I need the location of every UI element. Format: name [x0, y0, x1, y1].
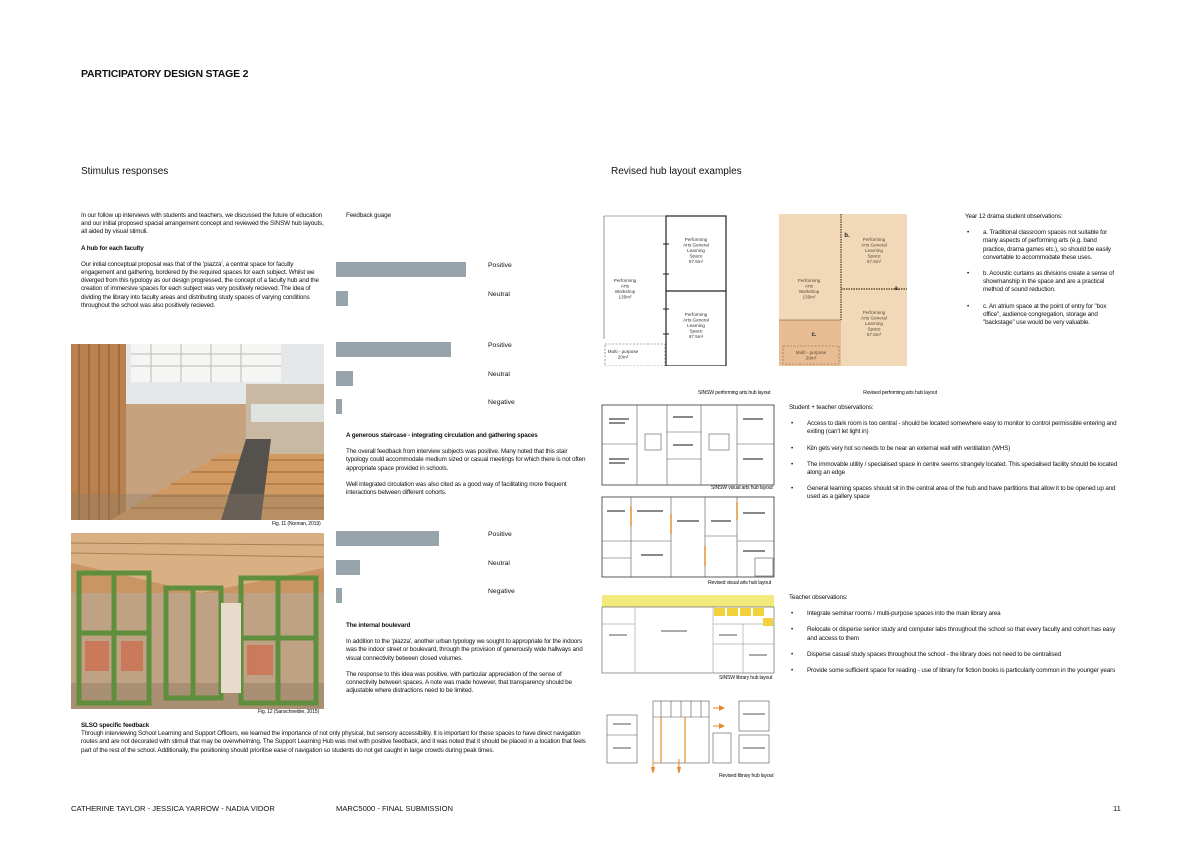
- slso-heading: SLSO specific feedback: [81, 722, 150, 729]
- footer-course: MARC5000 - FINAL SUBMISSION: [336, 804, 454, 813]
- revised-va-plan: [601, 496, 775, 578]
- st-item: • Access to dark room is too central - should be located somewhere easy to monitor to control permissible entering and exiting (can't let light in): [789, 420, 1119, 436]
- gauge-label: Positive: [488, 262, 512, 269]
- teacher-list: [789, 610, 1119, 675]
- drama-item: • b. Acoustic curtains as divisions create a sense of showmanship in the space and are a practical method of sound reduction.: [965, 270, 1115, 295]
- revised-va-caption: Revised visual arts hub layout: [708, 580, 771, 586]
- student-teacher-list: [789, 420, 1119, 501]
- gauge-label: Positive: [488, 531, 512, 538]
- revised-pa-general-top-label: Performing Arts General Learning Space 67.5m²: [861, 237, 887, 264]
- sinsw-lib-caption: SINSW library hub layout: [719, 675, 773, 681]
- drama-list: [965, 229, 1115, 327]
- teacher-block: [789, 594, 1119, 683]
- st-item: • The immovable utility / specialised space in centre seems strangely located. This specialised facility should be located along an edge: [789, 461, 1119, 477]
- boulevard-p2: The response to this idea was positive, with particular appreciation of the sense of connectivity between spaces. A note was made however, that transparency should be adjustable where distractions need to be limited.: [346, 670, 572, 695]
- pa-general-top-label: Performing Arts General Learning Space 67.5m²: [683, 237, 709, 264]
- gauge-bar-negative: [336, 588, 342, 603]
- hub-text: Our initial conceptual proposal was that of the 'piazza', a central space for faculty engagement and gathering, bordered by the required spaces for each subject. Whilst we diverged from this typology as our design progressed, the concept of a faculty hub and the creation of immersive spaces for each subject was very positively recieved. The idea of dividing the library into faculty areas and distributing study spaces of varying conditions throughout the school was also positively recieved.: [81, 260, 319, 309]
- staircase-p1: The overall feedback from interview subjects was positive. Many noted that this stair typology could accommodate medium sized or casual meetings for which there is not often appropriate space provided in schools.: [346, 448, 586, 472]
- gauge-label: Neutral: [488, 290, 510, 298]
- staircase-photo: [71, 344, 324, 520]
- revised-lib-plan: [601, 697, 775, 773]
- hub-heading: A hub for each faculty: [81, 244, 144, 252]
- revised-pa-workshop-label: Performing Arts Workshop 135m²: [797, 278, 821, 300]
- gauge-bar-neutral: [336, 291, 348, 306]
- sinsw-pa-plan: [601, 214, 729, 366]
- mark-b: b.: [844, 233, 850, 239]
- multi-purpose-label: Multi - purpose 20m²: [607, 349, 639, 360]
- teacher-item: • Disperse casual study spaces throughout the school - the library does not need to be centralised: [789, 651, 1119, 659]
- mark-a: a.: [894, 286, 900, 292]
- staircase-heading: A generous staircase - integrating circulation and gathering spaces: [346, 432, 538, 439]
- boulevard-photo: [71, 533, 324, 709]
- revised-pa-caption: Revised performing arts hub layout: [863, 390, 937, 396]
- slso-text: Through interviewing School Learning and Support Officers, we learned the importance of not only physical, but sensory accessibility. It is important for these spaces to have direct navigation routes and are not decorated with stimuli that may be overwhelming. The Support Learning Hub was met with positive feedback, and it was noted that it should be placed in a location that feels part of the rest of the school. Additionally, the positioning should prioritise ease of navigation so students do not get caught in large crowds during peak times.: [81, 730, 586, 754]
- teacher-item: • Provide some sufficient space for reading - use of library for fiction books is particularly common in the younger years: [789, 667, 1119, 675]
- pa-workshop-label: Performing Arts Workshop 135m²: [613, 278, 637, 300]
- drama-block: [965, 213, 1115, 335]
- fig2-caption: Fig. 12 (Sanschneider, 2015): [258, 709, 320, 715]
- gauge-bar-positive: [336, 531, 439, 546]
- gauge-label: Neutral: [488, 559, 510, 567]
- gauge-bar-positive: [336, 262, 466, 277]
- student-teacher-block: [789, 404, 1119, 510]
- staircase-p2: Well integrated circulation was also cited as a good way of facilitating more frequent interactions between different cohorts.: [346, 480, 567, 497]
- teacher-heading: Teacher observations:: [789, 594, 848, 601]
- footer-page-number: 11: [1113, 804, 1121, 813]
- sinsw-lib-plan: [601, 594, 775, 674]
- stimulus-heading: Stimulus responses: [81, 166, 169, 177]
- mark-c: c.: [811, 332, 817, 338]
- gauge-label: Positive: [488, 342, 512, 349]
- revised-heading: Revised hub layout examples: [611, 166, 742, 177]
- pa-general-bottom-label: Performing Arts General Learning Space 67.5m²: [683, 312, 709, 339]
- intro-block: [81, 212, 326, 318]
- revised-lib-caption: Revised library hub layout: [719, 773, 774, 779]
- revised-multi-purpose-label: Multi - purpose 20m²: [795, 350, 827, 361]
- sinsw-pa-caption: SINSW performing arts hub layout: [698, 390, 771, 396]
- footer-authors: CATHERINE TAYLOR - JESSICA YARROW - NADIA VIDOR: [71, 804, 275, 813]
- teacher-item: • Integrate seminar rooms / multi-purpose spaces into the main library area: [789, 610, 1119, 618]
- sinsw-va-plan: [601, 404, 775, 486]
- boulevard-block: [346, 622, 591, 703]
- revised-pa-general-bottom-label: Performing Arts General Learning Space 67.5m²: [861, 310, 887, 337]
- gauge-bar-neutral: [336, 560, 360, 575]
- drama-item: • a. Traditional classroom spaces not suitable for many aspects of performing arts (e.g. band practice, drama games etc.), so should be easily convertable to accommodate these uses.: [965, 229, 1115, 262]
- student-teacher-heading: Student + teacher observations:: [789, 404, 874, 411]
- gauge-bar-positive: [336, 342, 451, 357]
- staircase-block: [346, 432, 591, 505]
- sinsw-va-caption: SINSW visual arts hub layout: [711, 485, 773, 491]
- gauge-title: Feedback guage: [346, 212, 391, 219]
- revised-pa-plan: [779, 214, 907, 366]
- st-item: • General learning spaces should sit in the central area of the hub and have partitions that allow it to be opened up and used as a gallery space: [789, 485, 1119, 501]
- gauge-label: Negative: [488, 588, 515, 595]
- slso-block: [81, 722, 591, 755]
- gauge-bar-neutral: [336, 371, 353, 386]
- drama-heading: Year 12 drama student observations:: [965, 213, 1063, 220]
- boulevard-p1: In addition to the 'piazza', another urban typology we sought to appropriate for the indoors was the indoor street or boulevard, through the provision of generously wide hallways and visual connectivity between closed volumes.: [346, 638, 583, 662]
- page-title: PARTICIPATORY DESIGN STAGE 2: [81, 68, 249, 80]
- gauge-bar-negative: [336, 399, 342, 414]
- teacher-item: • Relocate or disperse senior study and computer labs throughout the school so that every faculty and cohort has easy and access to them: [789, 626, 1119, 642]
- fig1-caption: Fig. 11 (Noonan, 2019): [272, 521, 321, 527]
- gauge-label: Negative: [488, 399, 515, 406]
- gauge-label: Neutral: [488, 370, 510, 378]
- st-item: • Kiln gets very hot so needs to be near an external wall with ventilation (WHS): [789, 445, 1119, 453]
- boulevard-heading: The internal boulevard: [346, 622, 411, 629]
- intro-text: In our follow up interviews with students and teachers, we discussed the future of education and our initial proposed spacial arrangement concept and reviewed the SINSW hub layouts, all aided by visual stimuli.: [81, 212, 324, 236]
- drama-item: • c. An atrium space at the point of entry for "box office", audience congregation, storage and "backstage" use would be very valuable.: [965, 303, 1115, 328]
